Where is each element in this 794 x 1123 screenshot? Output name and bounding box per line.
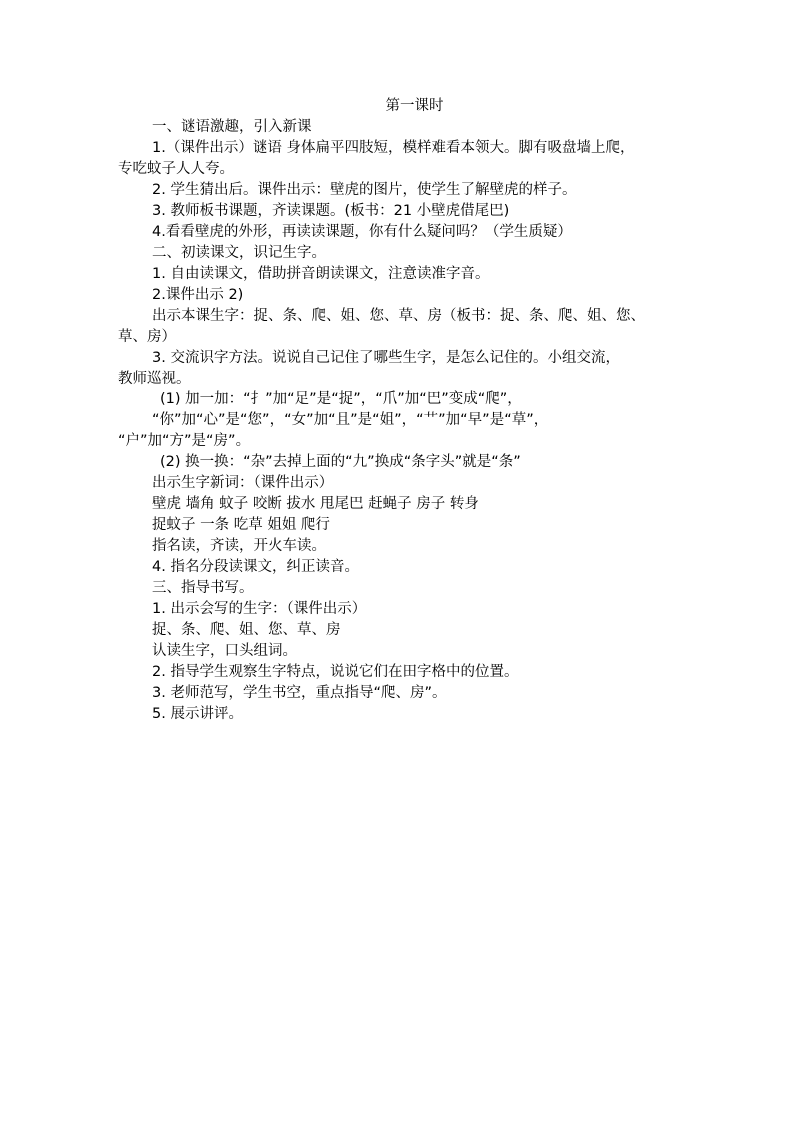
riddle-line-2: 专吃蚊子人人夸。	[118, 161, 234, 177]
paragraph-line: (1) 加一加：“扌”加“足”是“捉”，“爪”加“巴”变成“爬”，	[160, 391, 522, 407]
paragraph-line: 2.课件出示 2)	[152, 287, 244, 303]
paragraph-line: 1. 自由读课文，借助拼音朗读课文，注意读准字音。	[152, 266, 490, 282]
paragraph-line: “你”加“心”是“您”，“女”加“且”是“姐”，“艹”加“早”是“草”，	[152, 412, 549, 428]
paragraph-line: 1. 出示会写的生字：（课件出示）	[152, 601, 367, 617]
lesson-title: 第一课时	[385, 98, 444, 114]
paragraph-line: 5. 展示讲评。	[152, 706, 243, 722]
paragraph-line: 2. 学生猜出后。课件出示：壁虎的图片，使学生了解壁虎的样子。	[152, 182, 577, 198]
paragraph-line: 草、房）	[118, 329, 176, 345]
section-heading-1: 一、谜语激趣，引入新课	[152, 119, 312, 135]
paragraph-line: 4.看看壁虎的外形，再读读课题，你有什么疑问吗？（学生质疑）	[152, 224, 572, 240]
paragraph-line: 2. 指导学生观察生字特点，说说它们在田字格中的位置。	[152, 664, 519, 680]
paragraph-line: “户”加“方”是“房”。	[118, 433, 251, 449]
paragraph-line: 指名读，齐读，开火车读。	[152, 538, 326, 554]
paragraph-line: 出示本课生字：捉、条、爬、姐、您、草、房（板书：捉、条、爬、姐、您、	[152, 308, 645, 324]
paragraph-line: 出示生字新词：（课件出示）	[152, 475, 334, 491]
word-list-line: 壁虎 墙角 蚊子 咬断 拔水 甩尾巴 赶蝇子 房子 转身	[152, 496, 479, 512]
paragraph-line: 认读生字，口头组词。	[152, 643, 297, 659]
paragraph-line: 3. 教师板书课题，齐读课题。(板书：21 小壁虎借尾巴)	[152, 203, 510, 219]
paragraph-line: 4. 指名分段读课文，纠正读音。	[152, 559, 359, 575]
paragraph-line: 捉、条、爬、姐、您、草、房	[152, 622, 341, 638]
riddle-line-1: 1.（课件出示）谜语 身体扁平四肢短，模样难看本领大。脚有吸盘墙上爬，	[152, 140, 635, 156]
paragraph-line: (2) 换一换：“杂”去掉上面的“九”换成“条字头”就是“条”	[160, 454, 521, 470]
section-heading-3: 三、指导书写。	[152, 580, 254, 596]
section-heading-2: 二、初读课文，识记生字。	[152, 245, 326, 261]
paragraph-line: 3. 老师范写，学生书空，重点指导“爬、房”。	[152, 685, 447, 701]
word-list-line: 捉蚊子 一条 吃草 姐姐 爬行	[152, 517, 330, 533]
paragraph-line: 3. 交流识字方法。说说自己记住了哪些生字，是怎么记住的。小组交流，	[152, 350, 620, 366]
paragraph-line: 教师巡视。	[118, 371, 191, 387]
